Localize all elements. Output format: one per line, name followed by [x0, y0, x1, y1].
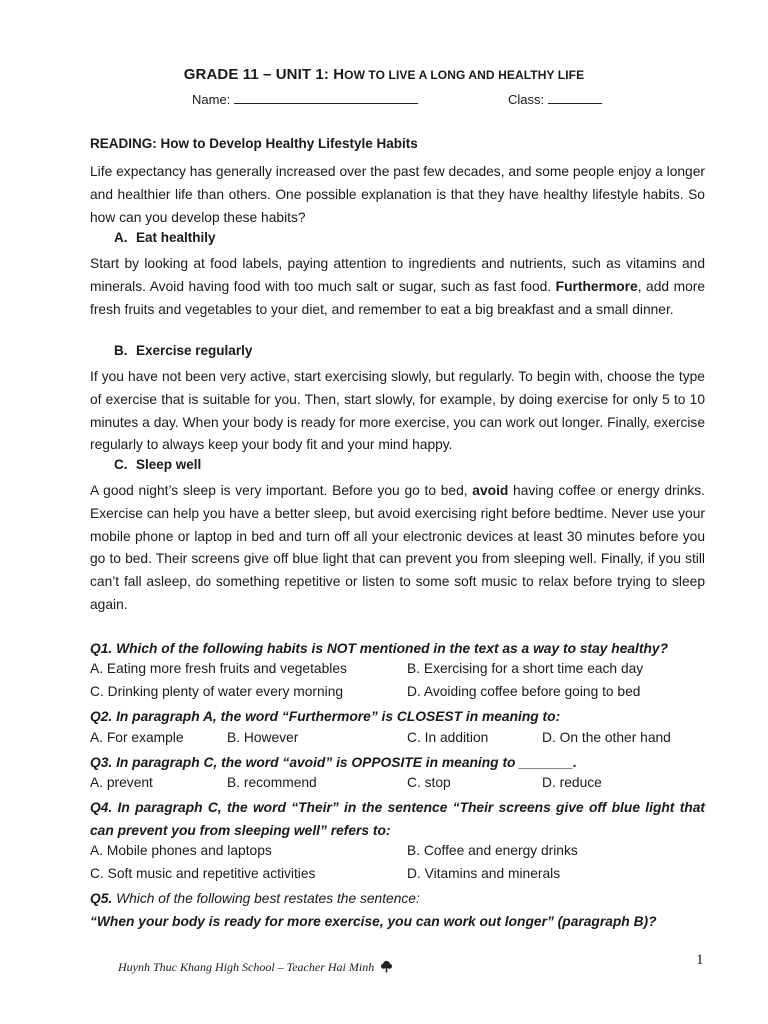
section-c-heading: C. Sleep well — [114, 457, 202, 472]
question-5-quote: “When your body is ready for more exercise, you can work out longer” (paragraph B)? — [90, 914, 657, 929]
section-c-paragraph: A good night’s sleep is very important. Before you go to bed, avoid having coffee or energy drinks. Exercise can help you have a better sleep, but avoid exercising right before bedtime. Never use your mobile phone or laptop in bed and turn off all your electronic devices at least 30 minutes before you go to bed. Their screens give off blue light that can prevent you from sleeping well. Finally, if you still can’t fall asleep, do something repetitive or listen to some soft music to relax before trying to sleep again. — [90, 483, 705, 612]
question-1-option-d: D. Avoiding coffee before going to bed — [407, 684, 641, 699]
question-5-stem: Q5. Which of the following best restates the sentence: — [90, 891, 420, 906]
question-1-option-c: C. Drinking plenty of water every morning — [90, 684, 344, 699]
question-4-option-d: D. Vitamins and minerals — [407, 866, 561, 881]
intro-paragraph: Life expectancy has generally increased over the past few decades, and some people enjoy a longer and healthier life than others. One possible explanation is that they have healthy lifestyle habits. So how can you develop these habits? — [90, 164, 705, 225]
question-3-option-a: A. prevent — [90, 775, 153, 790]
question-4-option-c: C. Soft music and repetitive activities — [90, 866, 316, 881]
section-b-heading: B. Exercise regularly — [114, 343, 253, 358]
question-3-option-c: C. stop — [407, 775, 451, 790]
question-1-stem: Q1. Which of the following habits is NOT mentioned in the text as a way to stay healthy? — [90, 641, 669, 656]
page-number: 1 — [696, 952, 704, 968]
question-4-option-a: A. Mobile phones and laptops — [90, 843, 272, 858]
name-blank — [234, 92, 418, 104]
class-label: Class: — [508, 92, 545, 107]
section-b-paragraph: If you have not been very active, start exercising slowly, but regularly. To begin with, choose the type of exercise that is suitable for you. Then, start slowly, for example, by doing exercise for only 5 to 10 minutes a day. When your body is ready for more exercise, you can work out longer. Finally, exercise regularly to always keep your body fit and your mind happy. — [90, 369, 705, 453]
question-4-option-b: B. Coffee and energy drinks — [407, 843, 578, 858]
footer — [118, 960, 393, 977]
question-1-option-a: A. Eating more fresh fruits and vegetables — [90, 661, 347, 676]
reading-title: READING: How to Develop Healthy Lifestyle Habits — [90, 136, 418, 151]
question-2-stem: Q2. In paragraph A, the word “Furthermore” is CLOSEST in meaning to: — [90, 709, 561, 724]
question-2-option-b: B. However — [227, 730, 299, 745]
question-4-stem: Q4. In paragraph C, the word “Their” in the sentence “Their screens give off blue light that can prevent you from sleeping well” refers to: — [90, 800, 705, 838]
question-2-option-a: A. For example — [90, 730, 184, 745]
tree-icon — [380, 960, 393, 977]
question-2-option-d: D. On the other hand — [542, 730, 671, 745]
keyword-avoid: avoid — [472, 483, 509, 498]
question-2-option-c: C. In addition — [407, 730, 489, 745]
question-3-stem: Q3. In paragraph C, the word “avoid” is OPPOSITE in meaning to _______. — [90, 755, 577, 770]
footer-text: Huynh Thuc Khang High School – Teacher Hai Minh — [118, 960, 375, 974]
class-field — [508, 92, 602, 107]
keyword-furthermore: Furthermore — [555, 278, 638, 294]
name-label: Name: — [192, 92, 231, 107]
section-a-heading: A. Eat healthily — [114, 230, 216, 245]
question-3-option-d: D. reduce — [542, 775, 602, 790]
worksheet-title: GRADE 11 – UNIT 1: HOW TO LIVE A LONG AND HEALTHY LIFE — [183, 66, 585, 83]
question-1-option-b: B. Exercising for a short time each day — [407, 661, 644, 676]
section-a-paragraph: Start by looking at food labels, paying attention to ingredients and nutrients, such as vitamins and minerals. Avoid having food with too much salt or sugar, such as fast food. Furthermore, add more fresh fruits and vegetables to your diet, and remember to eat a big breakfast and a small dinner. — [90, 256, 706, 317]
name-field — [192, 92, 418, 107]
question-3-option-b: B. recommend — [227, 775, 317, 790]
class-blank — [548, 92, 602, 104]
